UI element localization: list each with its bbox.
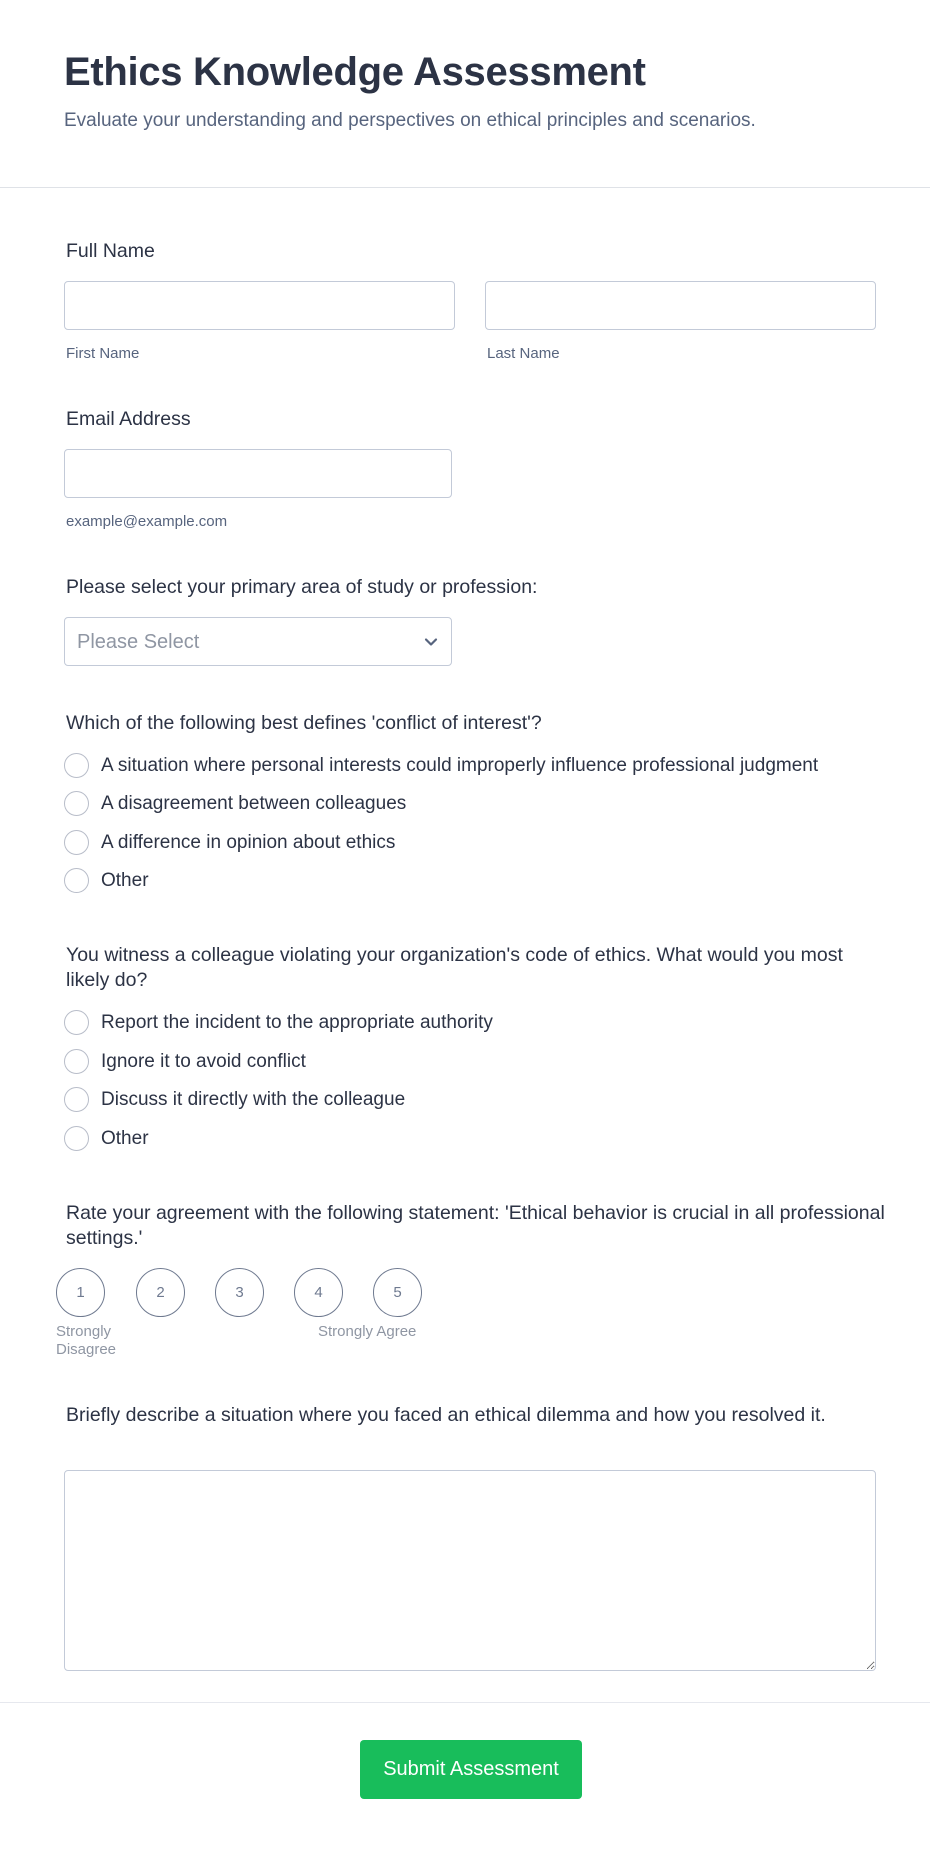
describe-textarea[interactable] <box>64 1470 876 1671</box>
rating-option-4[interactable]: 4 <box>294 1268 343 1317</box>
rating-high-label: Strongly Agree <box>318 1323 417 1340</box>
witness-option[interactable] <box>64 1049 884 1075</box>
submit-button[interactable]: Submit Assessment <box>360 1740 582 1799</box>
first-name-input[interactable] <box>64 281 455 330</box>
conflict-option-label: Other <box>101 870 149 891</box>
radio-button[interactable] <box>64 868 89 893</box>
witness-question-label: You witness a colleague violating your organization's code of ethics. What would you most likely do? <box>66 944 843 991</box>
last-name-sublabel: Last Name <box>487 345 560 362</box>
full-name-label: Full Name <box>66 240 155 262</box>
form-header <box>0 0 930 188</box>
rating-option-3[interactable]: 3 <box>215 1268 264 1317</box>
first-name-sublabel: First Name <box>66 345 140 362</box>
conflict-option-label: A situation where personal interests could improperly influence professional judgment <box>101 755 819 776</box>
conflict-option[interactable] <box>64 868 884 894</box>
radio-button[interactable] <box>64 753 89 778</box>
rating-option-1[interactable]: 1 <box>56 1268 105 1317</box>
radio-button[interactable] <box>64 1049 89 1074</box>
last-name-input[interactable] <box>485 281 876 330</box>
radio-button[interactable] <box>64 791 89 816</box>
conflict-option[interactable] <box>64 791 884 817</box>
radio-button[interactable] <box>64 830 89 855</box>
email-label: Email Address <box>66 408 191 430</box>
rating-option-2[interactable]: 2 <box>136 1268 185 1317</box>
chevron-down-icon <box>423 634 439 650</box>
footer-divider <box>0 1702 930 1703</box>
witness-option-label: Discuss it directly with the colleague <box>101 1089 406 1110</box>
form-subtitle: Evaluate your understanding and perspectives on ethical principles and scenarios. <box>64 110 756 131</box>
profession-select[interactable] <box>64 617 452 666</box>
witness-option-label: Report the incident to the appropriate authority <box>101 1012 493 1033</box>
conflict-option-label: A disagreement between colleagues <box>101 793 407 814</box>
radio-button[interactable] <box>64 1010 89 1035</box>
form-title: Ethics Knowledge Assessment <box>64 50 646 94</box>
witness-option-label: Ignore it to avoid conflict <box>101 1051 306 1072</box>
conflict-option-label: A difference in opinion about ethics <box>101 832 396 853</box>
witness-option[interactable] <box>64 1010 884 1036</box>
profession-select-value: Please Select <box>77 631 200 653</box>
witness-option-label: Other <box>101 1128 149 1149</box>
email-input[interactable] <box>64 449 452 498</box>
rating-low-label: Strongly Disagree <box>56 1323 117 1358</box>
profession-label: Please select your primary area of study or profession: <box>66 576 538 598</box>
conflict-option[interactable] <box>64 830 884 856</box>
describe-question-label: Briefly describe a situation where you faced an ethical dilemma and how you resolved it. <box>66 1404 826 1426</box>
conflict-option[interactable] <box>64 753 884 779</box>
rating-question-label: Rate your agreement with the following statement: 'Ethical behavior is crucial in all professional settings.' <box>66 1202 885 1249</box>
conflict-question-label: Which of the following best defines 'conflict of interest'? <box>66 712 542 734</box>
witness-option[interactable] <box>64 1087 884 1113</box>
witness-option[interactable] <box>64 1126 884 1152</box>
radio-button[interactable] <box>64 1126 89 1151</box>
rating-option-5[interactable]: 5 <box>373 1268 422 1317</box>
radio-button[interactable] <box>64 1087 89 1112</box>
email-sublabel: example@example.com <box>66 513 228 530</box>
